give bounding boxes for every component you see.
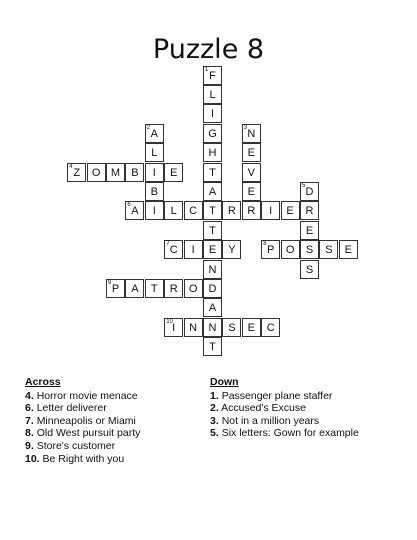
grid-cell[interactable]	[222, 318, 241, 337]
cell-letter: N	[208, 263, 217, 276]
clue-number: 4	[69, 163, 73, 170]
grid-cell[interactable]	[203, 279, 222, 298]
grid-cell[interactable]	[242, 318, 261, 337]
cell-letter: N	[189, 321, 198, 334]
cell-letter: N	[247, 127, 256, 140]
grid-cell[interactable]	[242, 182, 261, 201]
across-clues	[25, 376, 140, 465]
grid-cell[interactable]	[203, 124, 222, 143]
grid-cell[interactable]	[222, 201, 241, 220]
grid-cell[interactable]	[242, 163, 261, 182]
cell-letter: M	[110, 166, 121, 179]
cell-letter: R	[169, 283, 178, 295]
grid-cell[interactable]	[125, 163, 144, 182]
cell-letter: I	[191, 244, 195, 257]
clue-text: Old West pursuit party	[36, 427, 141, 440]
grid-cell[interactable]	[164, 240, 183, 259]
cell-letter: H	[208, 147, 217, 160]
grid-cell[interactable]	[203, 318, 222, 337]
cell-letter: A	[150, 127, 158, 140]
clue-number-label: 7.	[25, 414, 34, 427]
across-clue	[25, 415, 140, 428]
cell-letter: A	[131, 283, 139, 295]
grid-cell[interactable]	[203, 221, 222, 240]
cell-letter: T	[209, 205, 216, 218]
grid-cell[interactable]	[145, 201, 164, 220]
grid-cell[interactable]	[281, 201, 300, 220]
clue-text: Passenger plane staffer	[221, 389, 333, 402]
clue-number: 6	[127, 202, 131, 209]
grid-cell[interactable]	[164, 318, 183, 337]
grid-cell[interactable]	[87, 163, 106, 182]
cell-letter: G	[208, 127, 217, 140]
clue-number: 2	[146, 124, 151, 131]
grid-cell[interactable]	[184, 318, 203, 337]
grid-cell[interactable]	[319, 240, 338, 259]
cell-letter: E	[344, 244, 352, 257]
clue-number: 3	[243, 124, 248, 131]
cell-letter: A	[208, 302, 217, 315]
clue-number: 5	[302, 183, 306, 189]
cell-letter: Y	[228, 244, 236, 257]
grid-cell[interactable]	[203, 260, 222, 279]
cell-letter: N	[208, 321, 217, 334]
grid-cell[interactable]	[261, 318, 280, 337]
clue-number-label: 1.	[210, 389, 219, 402]
cell-letter: T	[209, 166, 216, 179]
cell-letter: T	[150, 283, 158, 295]
cell-letter: I	[152, 166, 156, 179]
grid-cell[interactable]	[125, 279, 144, 298]
grid-cell[interactable]	[261, 240, 280, 259]
cell-letter: P	[111, 283, 120, 295]
cell-letter: L	[151, 147, 158, 160]
grid-cell[interactable]	[281, 240, 300, 259]
cell-letter: R	[227, 205, 236, 218]
cell-letter: T	[209, 341, 216, 354]
cell-letter: V	[247, 166, 255, 179]
puzzle-title: Puzzle 8	[152, 34, 265, 65]
cell-letter: L	[209, 89, 216, 101]
grid-cell[interactable]	[67, 163, 86, 182]
clue-number-label: 4.	[25, 389, 34, 402]
cell-letter: E	[305, 224, 314, 237]
cell-letter: T	[209, 224, 216, 237]
cell-letter: A	[208, 186, 217, 198]
cell-letter: O	[188, 283, 198, 295]
clue-number: 7	[166, 241, 170, 248]
cell-letter: R	[247, 205, 256, 218]
grid-cell[interactable]	[300, 182, 319, 201]
grid-cell[interactable]	[222, 240, 241, 259]
clue-number: 9	[108, 280, 112, 286]
grid-cell[interactable]	[203, 182, 222, 201]
grid-cell[interactable]	[203, 163, 222, 182]
clue-text: Accused's Excuse	[221, 402, 306, 415]
cell-letter: E	[286, 205, 294, 218]
across-clue	[25, 427, 140, 440]
grid-cell[interactable]	[242, 143, 261, 162]
down-clue	[210, 427, 359, 440]
cell-letter: S	[228, 321, 236, 334]
across-heading: Across	[25, 376, 61, 388]
across-clue	[25, 390, 140, 403]
cell-letter: O	[285, 244, 295, 257]
cell-letter: D	[305, 186, 314, 198]
across-clue	[25, 402, 140, 415]
down-clue	[210, 390, 359, 403]
grid-cell[interactable]	[203, 337, 222, 356]
cell-letter: C	[169, 244, 178, 257]
cell-letter: A	[131, 205, 139, 218]
cell-letter: O	[91, 166, 101, 179]
grid-cell[interactable]	[184, 201, 203, 220]
grid-cell[interactable]	[242, 201, 261, 220]
cell-letter: B	[150, 186, 158, 198]
cell-letter: R	[305, 205, 314, 218]
down-clues	[210, 376, 359, 440]
cell-letter: E	[170, 166, 178, 179]
cell-letter: L	[170, 205, 177, 218]
cell-letter: F	[209, 69, 216, 82]
grid-cell[interactable]	[184, 240, 203, 259]
clue-text: Not in a million years	[221, 414, 320, 427]
cell-letter: B	[131, 166, 139, 179]
clue-number-label: 5.	[210, 427, 219, 440]
clue-number: 1	[205, 66, 209, 73]
grid-cell[interactable]	[145, 163, 164, 182]
clue-number-label: 2.	[210, 402, 219, 415]
grid-cell[interactable]	[300, 201, 319, 220]
cell-letter: E	[247, 321, 255, 334]
grid-cell[interactable]	[184, 279, 203, 298]
grid-cell[interactable]	[145, 143, 164, 162]
cell-letter: I	[269, 205, 273, 218]
grid-cell[interactable]	[106, 163, 125, 182]
grid-cell[interactable]	[203, 298, 222, 317]
clue-number: 10	[166, 318, 173, 325]
grid-cell[interactable]	[164, 163, 183, 182]
grid-cell[interactable]	[300, 240, 319, 259]
cell-letter: E	[247, 186, 255, 198]
clue-text: Six letters: Gown for example	[221, 427, 359, 440]
grid-cell[interactable]	[106, 279, 125, 298]
grid-cell[interactable]	[261, 201, 280, 220]
clue-number-label: 9.	[25, 439, 34, 452]
cell-letter: Z	[73, 166, 81, 179]
across-clue	[25, 440, 140, 453]
grid-cell[interactable]	[203, 201, 222, 220]
grid-cell[interactable]	[145, 182, 164, 201]
cell-letter: E	[247, 147, 255, 160]
clue-text: Minneapolis or Miami	[36, 414, 136, 427]
clue-text: Horror movie menace	[36, 389, 138, 402]
grid-cell[interactable]	[125, 201, 144, 220]
clue-number-label: 3.	[210, 414, 219, 427]
cell-letter: S	[305, 263, 314, 276]
grid-cell[interactable]	[145, 279, 164, 298]
grid-cell[interactable]	[339, 240, 358, 259]
cell-letter: S	[325, 244, 333, 257]
clue-number: 8	[263, 241, 267, 248]
grid-cell[interactable]	[300, 221, 319, 240]
down-clue	[210, 402, 359, 415]
cell-letter: S	[305, 244, 314, 257]
cell-letter: C	[266, 321, 275, 334]
grid-cell[interactable]	[164, 201, 183, 220]
clue-text: Letter deliverer	[36, 402, 107, 415]
grid-cell[interactable]	[300, 260, 319, 279]
cell-letter: I	[152, 205, 156, 218]
clue-number-label: 10.	[25, 452, 40, 465]
cell-letter: I	[210, 108, 215, 121]
grid-cell[interactable]	[145, 124, 164, 143]
grid-cell[interactable]	[203, 143, 222, 162]
cell-letter: I	[172, 321, 176, 334]
grid-cell[interactable]	[203, 240, 222, 259]
cell-letter: P	[267, 244, 275, 257]
across-clue	[25, 453, 140, 466]
cell-letter: E	[208, 244, 217, 257]
clue-number-label: 6.	[25, 402, 34, 415]
cell-letter: D	[208, 283, 217, 295]
down-clue	[210, 415, 359, 428]
grid-cell[interactable]	[203, 85, 222, 104]
cell-letter: C	[189, 205, 198, 218]
clue-number-label: 8.	[25, 427, 34, 440]
down-heading: Down	[210, 376, 239, 388]
grid-cell[interactable]	[242, 124, 261, 143]
grid-cell[interactable]	[203, 66, 222, 85]
grid-cell[interactable]	[164, 279, 183, 298]
clue-text: Be Right with you	[42, 452, 125, 465]
clue-text: Store's customer	[36, 439, 116, 452]
grid-cell[interactable]	[203, 104, 222, 123]
